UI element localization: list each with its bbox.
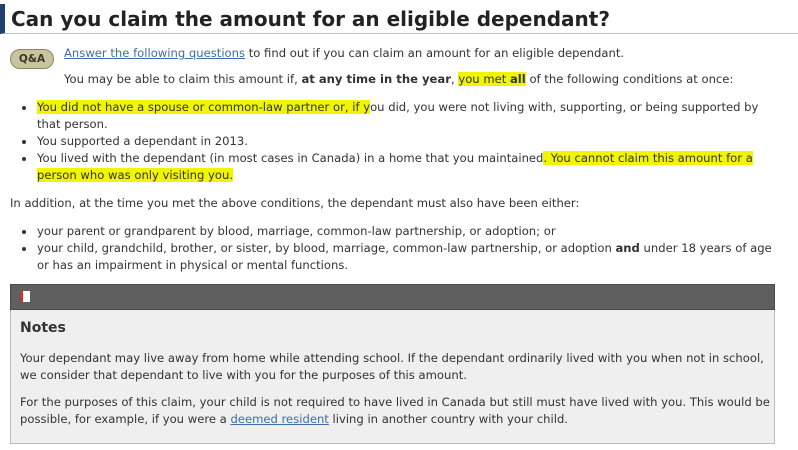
addition-2-prefix: your child, grandchild, brother, or sister, by blood, marriage, common-law partnership, or adoption [37, 241, 616, 255]
notes-paragraph-1-cont: we consider that dependant to live with you for the purposes of this amount. [20, 368, 467, 382]
condition-item-3-cont [37, 167, 233, 183]
page-title: Can you claim the amount for an eligible dependant? [11, 7, 610, 31]
bullet-icon [22, 157, 26, 161]
condition-item-1 [37, 99, 758, 115]
condition-item-2: You supported a dependant in 2013. [37, 134, 248, 148]
addition-item-2 [37, 240, 772, 256]
notes-p2-suffix: living in another country with your child. [328, 412, 568, 426]
highlight-all: all [509, 72, 526, 86]
bullet-icon [22, 247, 26, 251]
notes-paragraph-1: Your dependant may live away from home while attending school. If the dependant ordinarily lived with you when not in school, [20, 351, 764, 365]
condition-3-text: You lived with the dependant (in most cases in Canada) in a home that you maintained [37, 151, 544, 165]
addition-item-2-cont: or has an impairment in physical or mental functions. [37, 258, 349, 272]
highlight-cannot-claim: . You cannot claim this amount for a [543, 151, 753, 165]
addition-paragraph: In addition, at the time you met the above conditions, the dependant must also have been either: [10, 196, 580, 210]
addition-2-suffix: under 18 years of age [639, 241, 772, 255]
condition-item-3 [37, 150, 753, 166]
book-icon [20, 291, 30, 302]
addition-item-1: your parent or grandparent by blood, marriage, common-law partnership, or adoption; or [37, 224, 556, 238]
qa-icon: Q&A [10, 49, 54, 69]
intro-line [64, 45, 624, 61]
conditions-bold: at any time in the year [301, 72, 451, 86]
bullet-icon [22, 230, 26, 234]
notes-p2-prefix: possible, for example, if you were a [20, 412, 231, 426]
notes-header [10, 284, 775, 310]
highlight-visiting: person who was only visiting you. [37, 168, 234, 182]
page-title-bar [0, 4, 798, 34]
condition-item-1-cont: that person. [37, 117, 108, 131]
highlight-you-met: you met [458, 72, 510, 86]
bullet-icon [22, 140, 26, 144]
conditions-intro [64, 71, 733, 87]
addition-2-bold: and [615, 241, 640, 255]
deemed-resident-link[interactable]: deemed resident [230, 412, 329, 426]
intro-link-suffix: to find out if you can claim an amount for an eligible dependant. [245, 46, 625, 60]
highlight-spouse: You did not have a spouse or common-law partner or, if y [37, 100, 371, 114]
answer-questions-link[interactable]: Answer the following questions [64, 46, 246, 60]
notes-title: Notes [20, 320, 66, 336]
notes-paragraph-2-cont [20, 411, 568, 427]
conditions-comma: , [450, 72, 459, 86]
condition-1-text: ou did, you were not living with, supporting, or being supported by [370, 100, 759, 114]
conditions-suffix: of the following conditions at once: [525, 72, 734, 86]
conditions-prefix: You may be able to claim this amount if, [64, 72, 302, 86]
notes-paragraph-2: For the purposes of this claim, your child is not required to have lived in Canada but still must have lived with you. This would be [20, 395, 770, 409]
bullet-icon [22, 106, 26, 110]
